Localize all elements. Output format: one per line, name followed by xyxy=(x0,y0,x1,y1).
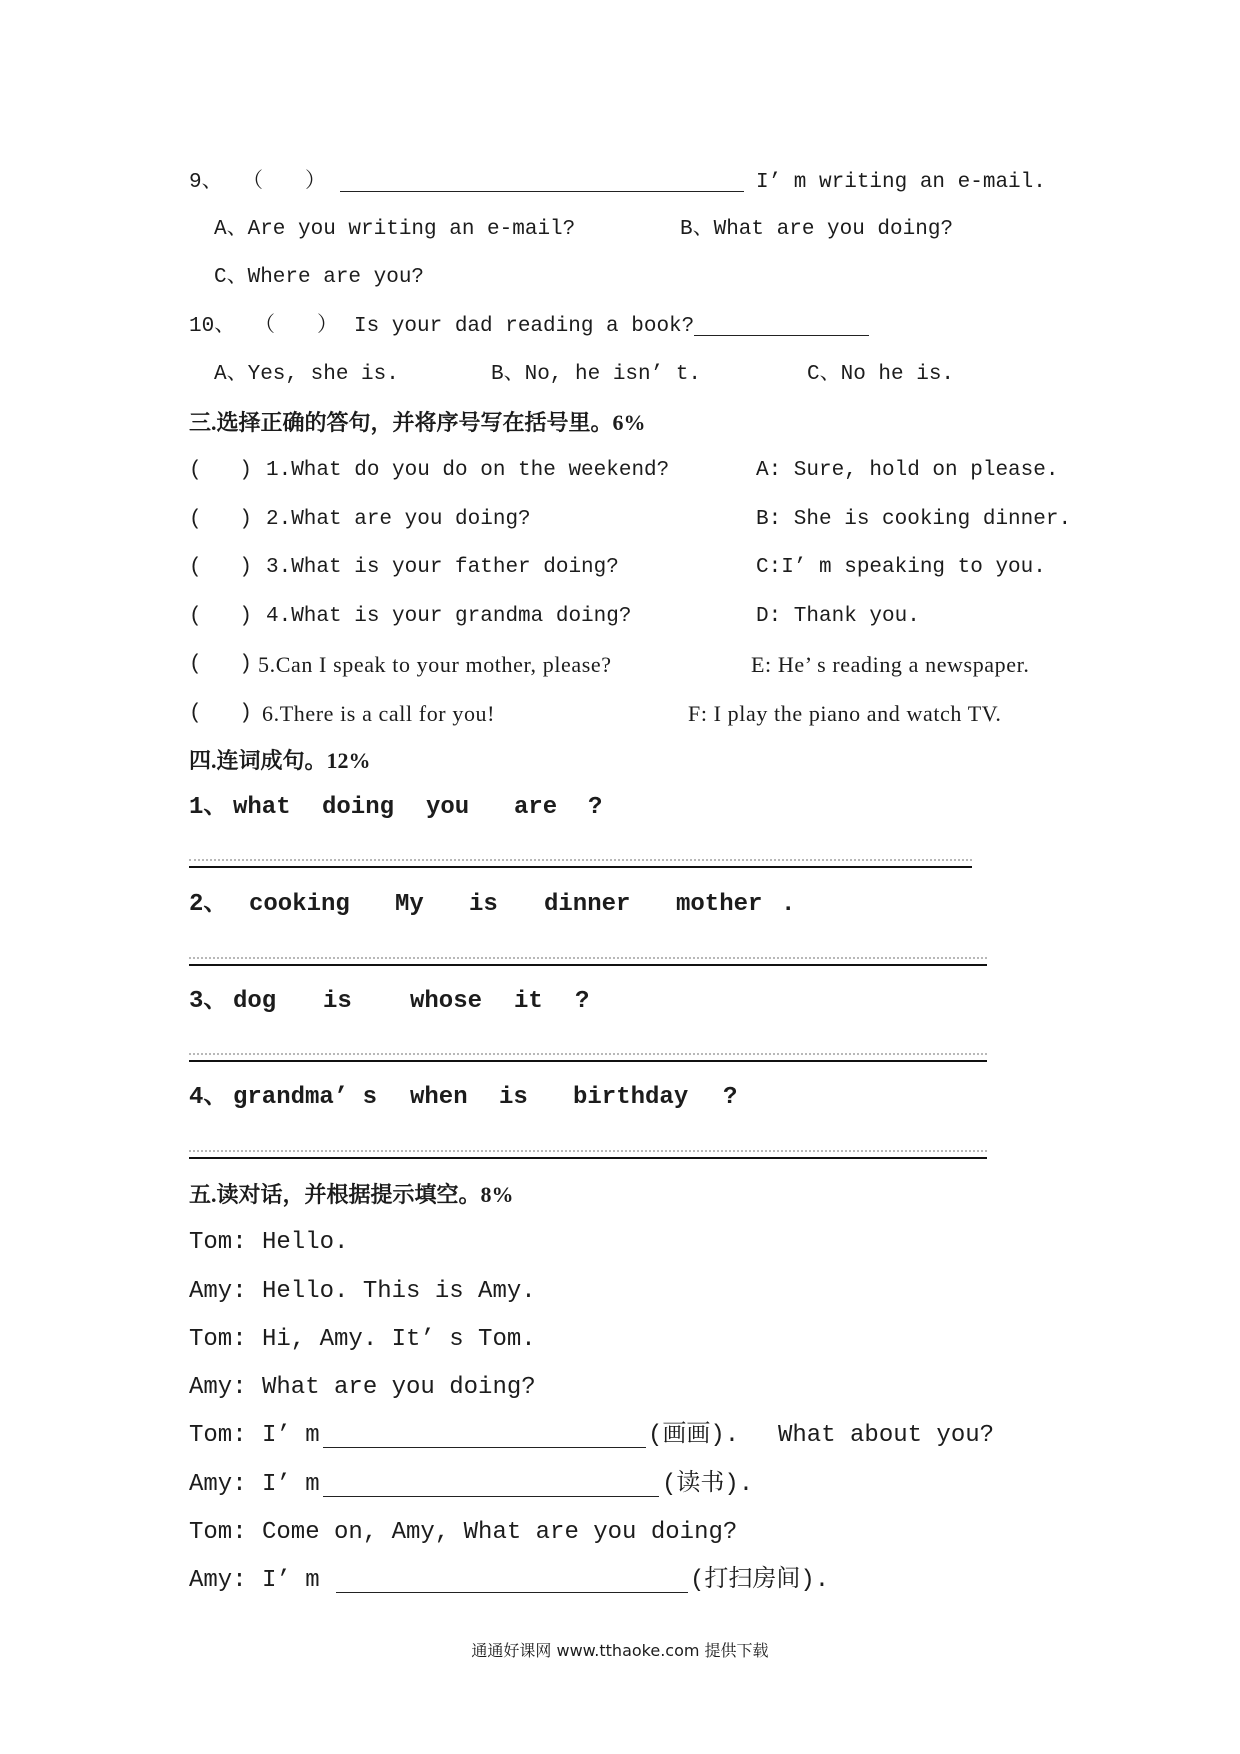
sentence-word: when xyxy=(410,1084,468,1111)
match-question-5: 5.Can I speak to your mother, please? xyxy=(258,652,612,677)
sentence-word: ? xyxy=(588,794,603,821)
section-4-heading: 四.连词成句。12% xyxy=(189,748,371,773)
question-9-option-a: A、Are you writing an e-mail? xyxy=(214,218,576,241)
answer-writing-line xyxy=(189,1150,987,1159)
dialogue-speaker: Tom: xyxy=(189,1422,247,1449)
sentence-word: it xyxy=(514,988,543,1015)
sentence-word: is xyxy=(323,988,352,1015)
sentence-word: you xyxy=(426,794,470,821)
dialogue-speaker: Amy: xyxy=(189,1471,247,1498)
sentence-word: what xyxy=(233,794,291,821)
match-question-6: 6.There is a call for you! xyxy=(262,701,496,726)
dialogue-speaker: Tom: xyxy=(189,1519,247,1546)
dialogue-text-after: What about you? xyxy=(778,1422,995,1449)
dialogue-text: Hello. This is Amy. xyxy=(262,1278,536,1305)
dialogue-text: I’ m xyxy=(262,1567,320,1594)
dialogue-fill-blank xyxy=(323,1447,646,1448)
dialogue-text: Hello. xyxy=(262,1229,349,1256)
match-bracket: ( ) xyxy=(189,605,253,628)
sentence-item-number: 3、 xyxy=(189,988,228,1015)
dialogue-text: I’ m xyxy=(262,1471,320,1498)
dialogue-text: Hi, Amy. It’ s Tom. xyxy=(262,1326,536,1353)
match-bracket: ( ) xyxy=(189,459,253,482)
sentence-word: My xyxy=(395,891,424,918)
sentence-word: is xyxy=(499,1084,528,1111)
sentence-word: is xyxy=(469,891,498,918)
sentence-word: birthday xyxy=(573,1084,689,1111)
dialogue-hint: (打扫房间). xyxy=(690,1567,830,1594)
dialogue-fill-blank xyxy=(336,1592,688,1593)
answer-writing-line xyxy=(189,1053,987,1062)
question-10-option-a: A、Yes, she is. xyxy=(214,363,399,386)
dialogue-speaker: Amy: xyxy=(189,1374,247,1401)
question-9-answer-blank xyxy=(340,191,744,192)
match-question-3: 3.What is your father doing? xyxy=(266,556,619,579)
dialogue-speaker: Tom: xyxy=(189,1326,247,1353)
match-question-4: 4.What is your grandma doing? xyxy=(266,605,632,628)
question-10-option-b: B、No, he isn’ t. xyxy=(491,363,702,386)
match-answer-c: C:I’ m speaking to you. xyxy=(756,556,1046,579)
match-bracket: ( ) xyxy=(189,556,253,579)
dialogue-text: I’ m xyxy=(262,1422,320,1449)
question-9-option-b: B、What are you doing? xyxy=(680,218,954,241)
match-question-2: 2.What are you doing? xyxy=(266,508,531,531)
match-bracket: ( ) xyxy=(189,653,253,676)
sentence-word: cooking xyxy=(249,891,350,918)
sentence-word: dog xyxy=(233,988,277,1015)
sentence-word: dinner xyxy=(544,891,631,918)
question-10-number: 10、 xyxy=(189,315,236,338)
sentence-word: doing xyxy=(322,794,395,821)
sentence-item-number: 4、 xyxy=(189,1084,228,1111)
match-question-1: 1.What do you do on the weekend? xyxy=(266,459,670,482)
match-answer-a: A: Sure, hold on please. xyxy=(756,459,1059,482)
question-10-text: Is your dad reading a book? xyxy=(354,315,695,338)
answer-writing-line xyxy=(189,859,972,868)
sentence-item-number: 2、 xyxy=(189,891,228,918)
question-10-bracket: （ ） xyxy=(254,315,338,338)
question-10-answer-blank xyxy=(694,335,869,336)
sentence-word: whose xyxy=(410,988,483,1015)
match-bracket: ( ) xyxy=(189,508,253,531)
dialogue-speaker: Tom: xyxy=(189,1229,247,1256)
sentence-word: ? xyxy=(723,1084,738,1111)
question-10-option-c: C、No he is. xyxy=(807,363,955,386)
dialogue-hint: (画画). xyxy=(648,1422,740,1449)
match-answer-d: D: Thank you. xyxy=(756,605,920,628)
section-5-heading: 五.读对话，并根据提示填空。8% xyxy=(189,1182,514,1207)
dialogue-speaker: Amy: xyxy=(189,1567,247,1594)
section-3-heading: 三.选择正确的答句，并将序号写在括号里。6% xyxy=(189,410,646,435)
sentence-word: grandma’ s xyxy=(233,1084,378,1111)
question-9-bracket: （ ） xyxy=(242,171,326,194)
answer-writing-line xyxy=(189,957,987,966)
page-footer: 通通好课网 www.tthaoke.com 提供下载 xyxy=(471,1641,769,1660)
match-answer-f: F: I play the piano and watch TV. xyxy=(688,701,1002,726)
dialogue-text: Come on, Amy, What are you doing? xyxy=(262,1519,738,1546)
match-answer-b: B: She is cooking dinner. xyxy=(756,508,1072,531)
question-9-response: I’ m writing an e-mail. xyxy=(756,171,1046,194)
question-9-number: 9、 xyxy=(189,171,223,194)
sentence-word: . xyxy=(781,891,796,918)
sentence-word: ? xyxy=(575,988,590,1015)
dialogue-speaker: Amy: xyxy=(189,1278,247,1305)
sentence-word: mother xyxy=(676,891,763,918)
question-9-option-c: C、Where are you? xyxy=(214,266,425,289)
sentence-word: are xyxy=(514,794,558,821)
sentence-item-number: 1、 xyxy=(189,794,228,821)
dialogue-fill-blank xyxy=(323,1496,659,1497)
dialogue-text: What are you doing? xyxy=(262,1374,536,1401)
match-answer-e: E: He’ s reading a newspaper. xyxy=(751,652,1030,677)
match-bracket: ( ) xyxy=(189,702,253,725)
dialogue-hint: (读书). xyxy=(662,1471,754,1498)
